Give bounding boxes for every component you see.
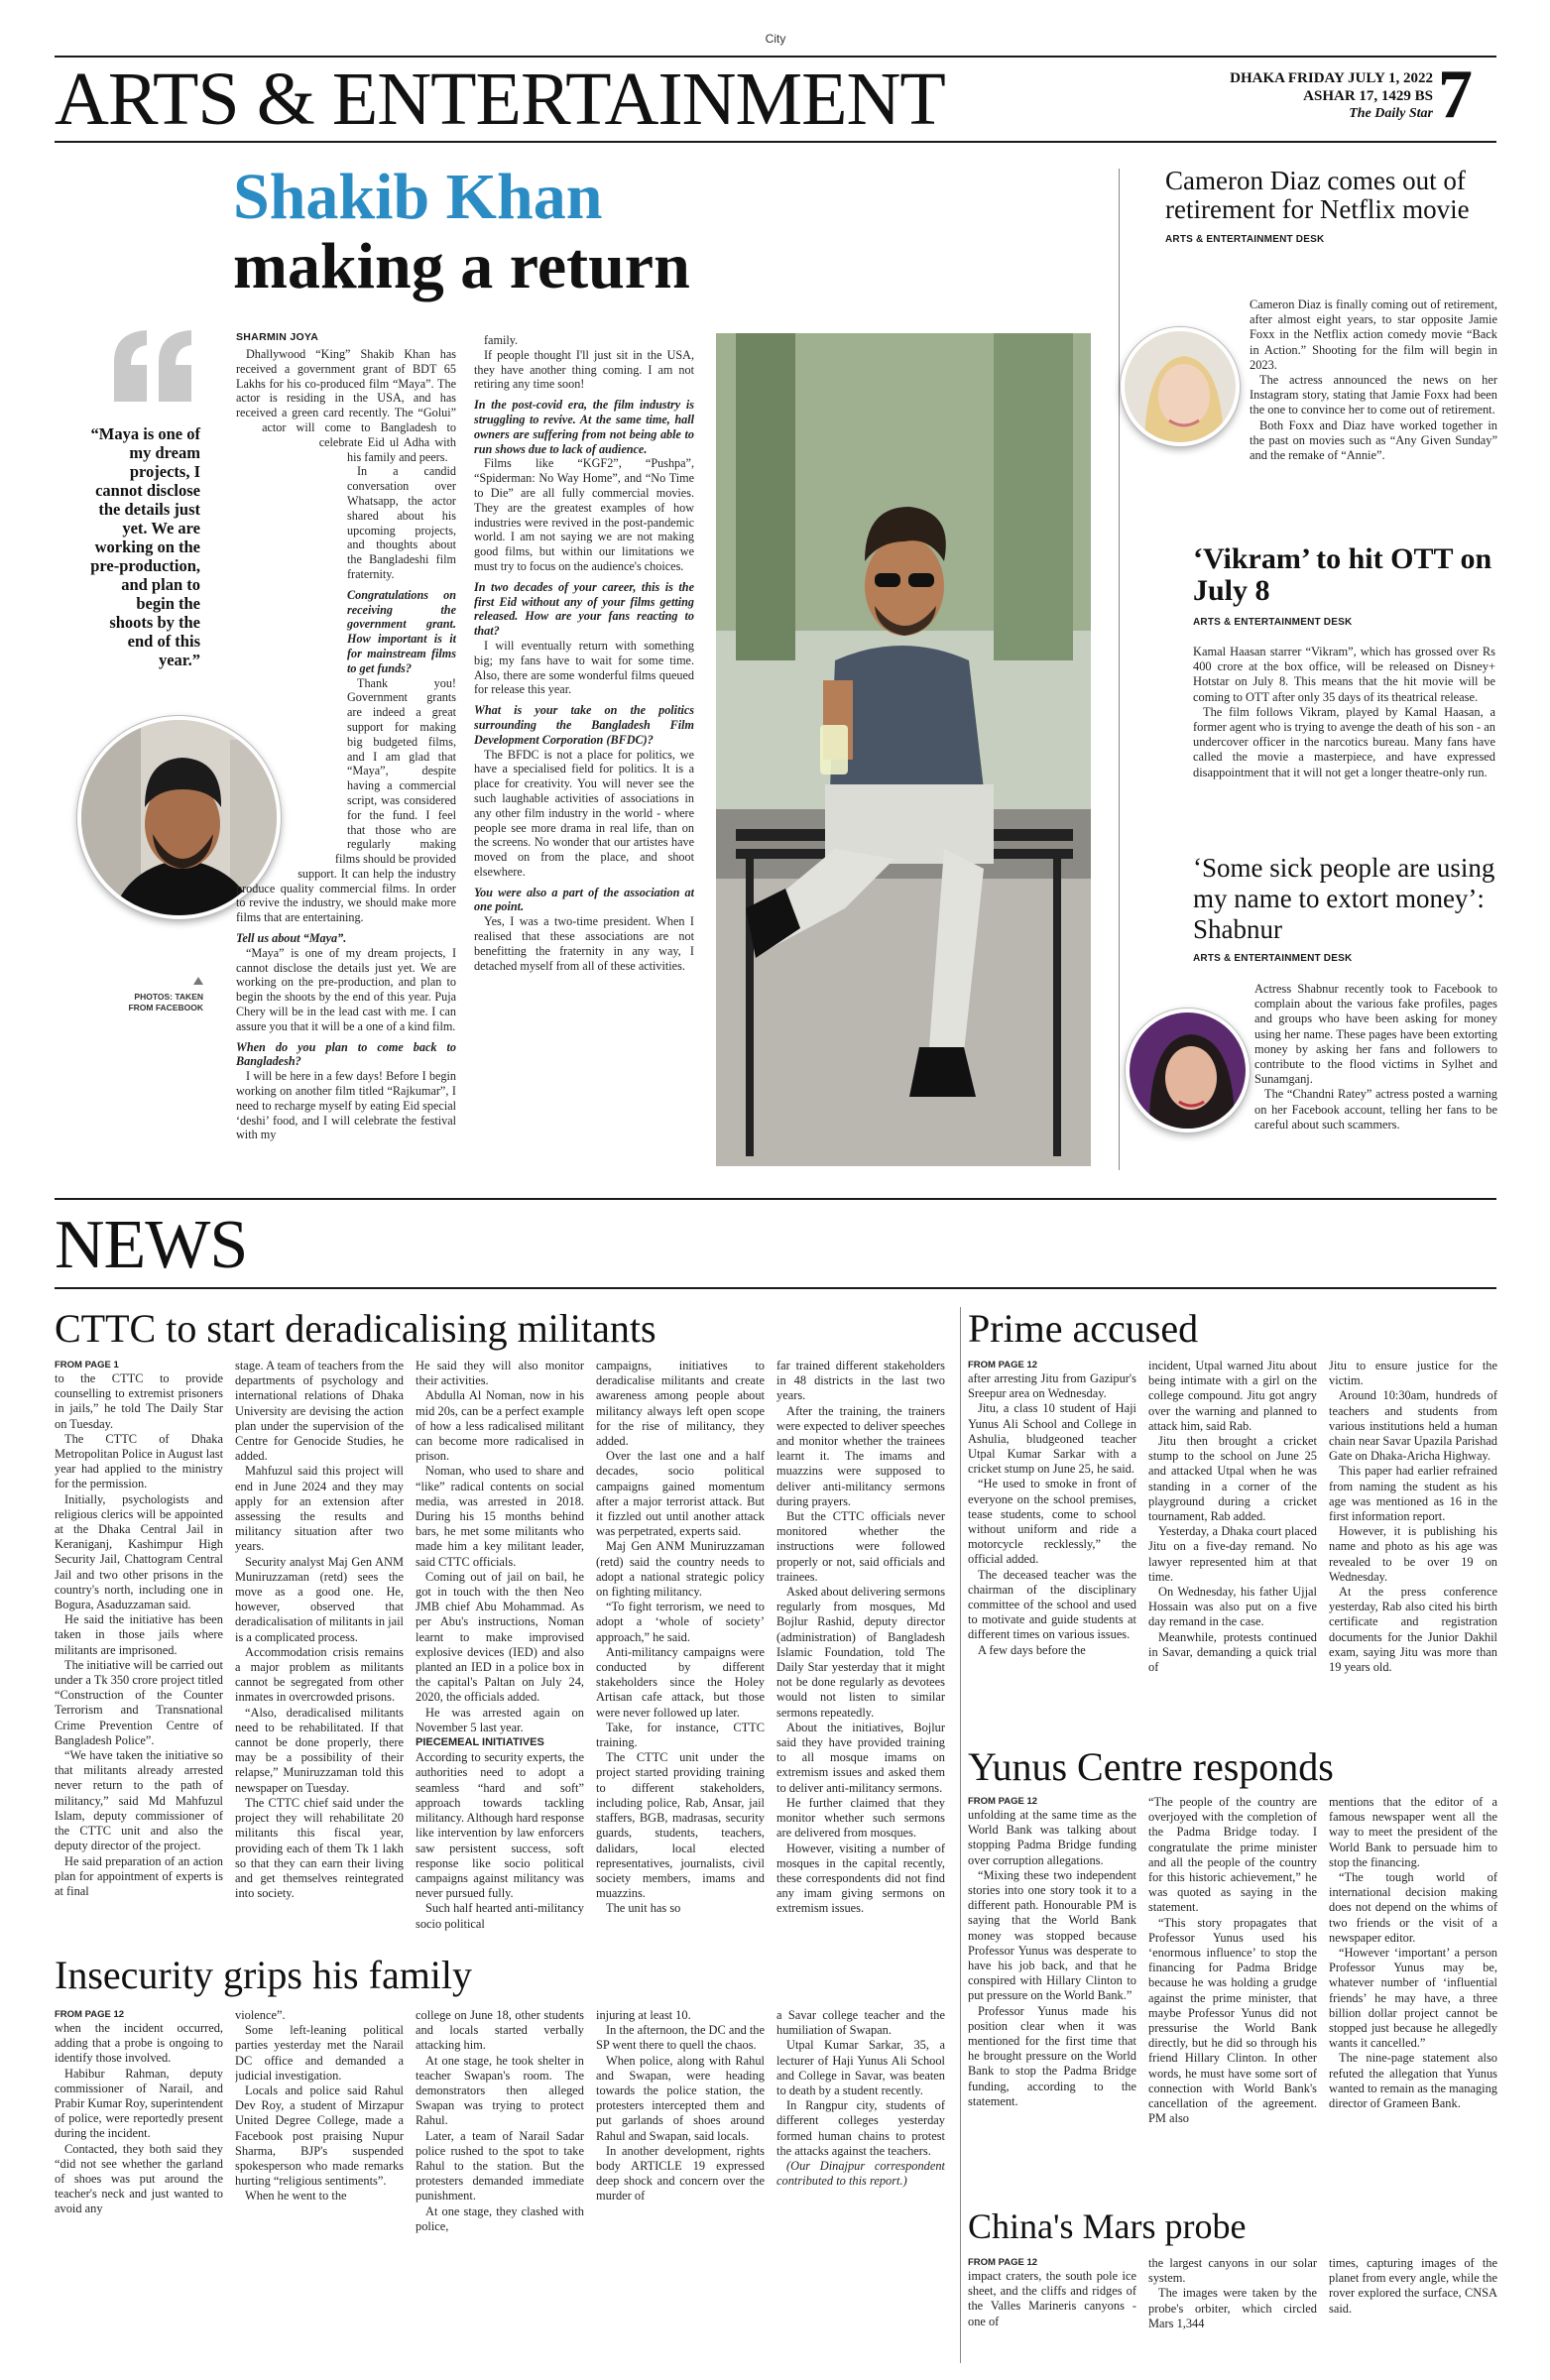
paragraph: Around 10:30am, hundreds of teachers and students from various institutions held a human chain near Savar Upazila Parishad Gate on Dhaka-Aricha Highway. [1329,1388,1497,1464]
paragraph: He said the initiative has been taken in those jails where militants are imprisoned. [55,1612,223,1657]
insecurity-headline: Insecurity grips his family [55,1953,473,1997]
paragraph: Such half hearted anti-militancy socio political [416,1901,584,1931]
mars-column-3 [1329,2256,1497,2365]
insecurity-column-4 [596,2008,765,2365]
story3-headline: ‘Some sick people are using my name to extort money’: Shabnur [1193,853,1495,944]
prime-accused-headline: Prime accused [968,1306,1199,1351]
paragraph: Jitu to ensure justice for the victim. [1329,1359,1497,1388]
paragraph: “Maya” is one of my dream projects, I cannot disclose the details just yet. We are working on the pre-production, and plan to begin the shoots by the end of this year. Puja Chery will be in the lead cast with me. I can assure you that it will be a one of a kind film. [236,945,456,1033]
paragraph: Jitu then brought a cricket stump to the school on June 25 and attacked Utpal when he was standing in a corner of the playground during a cricket tournament, Rab added. [1148,1434,1317,1524]
cttc-column-3 [416,1359,584,1939]
paragraph: to the CTTC to provide counselling to extremist prisoners in jails,” he told The Daily Star on Tuesday. [55,1371,223,1431]
float-spacer [1155,1013,1254,1162]
paragraph: Dhallywood “King” Shakib Khan has received a government grant of BDT 65 Lakhs for his co-produced film “Maya”. The actor is residing in the USA, and has received a green card recently. The “Golui” actor will come to Bangladesh to celebrate Eid ul Adha with his family and peers. [236,347,456,464]
yunus-column-1 [968,1795,1136,2192]
lead-article-column-2 [474,333,694,1188]
cttc-column-2 [235,1359,404,1939]
paragraph: When police, along with Rahul and Swapan, were heading towards the police station, the protesters intercepted them and put garlands of shoes around Rahul and Swapan, said locals. [596,2053,765,2143]
paragraph: Security analyst Maj Gen ANM Muniruzzaman (retd) sees the move as a good one. He, however, observed that deradicalisation of militants in jail is a complicated process. [235,1554,404,1644]
paragraph: He said preparation of an action plan for appointment of experts is at final [55,1853,223,1898]
lead-byline: SHARMIN JOYA [236,331,319,343]
paragraph: family. [484,333,519,347]
paragraph: After the training, the trainers were expected to deliver speeches and monitor whether the trainees learnt it. The imams and muazzins were supposed to deliver anti-militancy sermons during prayers. [776,1403,945,1508]
story3-body [1155,982,1497,1170]
lead-article-column-1 [236,347,456,1188]
paragraph: When he went to the [245,2189,347,2203]
continued-from-label: FROM PAGE 12 [968,1360,1038,1370]
paragraph: Jitu, a class 10 student of Haji Yunus Ali School and College in Ashulia, bludgeoned teacher Utpal Kumar Sarkar with a cricket stump on June 25, he said. [968,1401,1136,1477]
photo-credit: PHOTOS: TAKEN FROM FACEBOOK [128,992,203,1012]
paragraph: impact craters, the south pole ice sheet, and the cliffs and ridges of the Valles Marineris canyons - one of [968,2269,1136,2328]
paragraph: Abdulla Al Noman, now in his mid 20s, can be a perfect example of how a less radicalised militant can become more radicalised in prison. [416,1388,584,1464]
paragraph: Initially, psychologists and religious clerics will be appointed at the Dhaka Central Jail in Keraniganj, Kashimpur High Security Jail, Chattogram Central Jail and two other prisons in the country's north, including one in Bogura, Asaduzzaman said. [55,1491,223,1612]
paragraph: (Our Dinajpur correspondent contributed to this report.) [776,2159,945,2189]
sidebar-story-1 [1165,167,1497,245]
paragraph: “To fight terrorism, we need to adopt a ‘whole of society’ approach,” he said. [596,1600,765,1644]
paragraph: Later, a team of Narail Sadar police rushed to the spot to take Rahul to the station. But the protesters demanded immediate punishment. [416,2128,584,2203]
paragraph: Maj Gen ANM Muniruzzaman (retd) said the country needs to adopt a national strategic policy on fighting militancy. [596,1539,765,1600]
continued-from-label: FROM PAGE 12 [55,2009,125,2020]
paragraph: In a candid conversation over Whatsapp, the actor shared about his upcoming projects, and thoughts about the Bangladeshi film fraternity. [347,464,456,581]
paragraph: About the initiatives, Bojlur said they have provided training to all mosque imams on extremism issues and asked them to deliver anti-militancy sermons. [776,1720,945,1795]
paragraph: “He used to smoke in front of everyone on the school premises, tease students, come to school without uniform and ride a motorcycle recklessly,” the official added. [968,1477,1136,1567]
shakib-main-photo [716,333,1091,1166]
cttc-headline: CTTC to start deradicalising militants [55,1306,656,1351]
paragraph: The images were taken by the probe's orbiter, which circled Mars 1,344 [1148,2286,1317,2330]
masthead-logo: The Daily Star [1349,106,1433,121]
paragraph: On Wednesday, his father Ujjal Hossain was also put on a five day remand in the case. [1148,1585,1317,1629]
photo-credit-arrow-icon [193,977,203,985]
paragraph: Mahfuzul said this project will end in June 2024 and they may apply for an extension after assessing the results and militancy situation after two years. [235,1464,404,1554]
paragraph: Take, for instance, CTTC training. [596,1720,765,1750]
paragraph: If people thought I'll just sit in the USA, they have another thing coming. I am not retiring any time soon! [474,347,694,392]
paragraph: The nine-page statement also refuted the allegation that Yunus wanted to remain as the managing director of Grameen Bank. [1329,2051,1497,2111]
subhead: PIECEMEAL INITIATIVES [416,1736,544,1749]
paragraph: Asked about delivering sermons regularly from mosques, Md Bojlur Rashid, deputy director (administration) of Bangladesh Islamic Foundation, told The Daily Star yesterday that it might not be done regularly as devotees would not listen to similar sermons repeatedly. [776,1585,945,1720]
sidebar-story-2 [1193,543,1495,628]
sidebar-divider [1119,169,1120,1170]
story2-body [1193,645,1495,823]
paragraph: Kamal Haasan starrer “Vikram”, which has grossed over Rs 400 crore at the box office, will be released on Disney+ Hotstar on July 8. This means that the hit movie will be coming to OTT after only 35 days of its theatrical release. [1193,645,1495,704]
paragraph: Contacted, they both said they “did not see whether the garland of shoes was put around the teacher's neck and just wanted to avoid any [55,2141,223,2216]
lead-headline-line2: making a return [233,230,690,302]
paragraph: At one stage, they clashed with police, [416,2203,584,2233]
paragraph: “Also, deradicalised militants need to be rehabilitated. If that cannot be done properly, there may be a possibility of their relapse,” Muniruzzaman told this newspaper on Tuesday. [235,1705,404,1795]
paragraph: However, visiting a number of mosques in the capital recently, these correspondents did not find any imam giving sermons on extremism issues. [776,1841,945,1916]
paragraph: However, it is publishing his name and photo as his age was revealed to be over 19 on Wednesday. [1329,1524,1497,1584]
paragraph: In Rangpur city, students of different colleges yesterday formed human chains to protest the attacks against the teachers. [776,2098,945,2158]
paragraph: campaigns, initiatives to deradicalise militants and create awareness among people about militancy always left open scope for the rise of militancy, they added. [596,1359,765,1449]
insecurity-column-5 [776,2008,945,2365]
news-top-rule [55,1198,1496,1200]
paragraph: He was arrested again on November 5 last year. [416,1705,584,1734]
lead-headline-line1: Shakib Khan [233,161,603,233]
paragraph: “Mixing these two independent stories into one story took it to a different path. Honourable PM is saying that the World Bank money was stopped because Professor Yunus was desperate to have his job back, and that he conspired with Hillary Clinton to put pressure on the World Bank.” [968,1867,1136,2003]
paragraph: “The people of the country are overjoyed with the completion of the Padma Bridge today. I congratulate the prime minister and all the people of the country for this historic achievement,” he was quoted as saying in the statement. [1148,1795,1317,1915]
paragraph: Utpal Kumar Sarkar, 35, a lecturer of Haji Yunus Ali School and College in Savar, was beaten to death by a student recently. [776,2038,945,2098]
pull-quote: “Maya is one of my dream projects, I cannot disclose the details just yet. We are working on the pre-production, and plan to begin the shoots by the end of this year.” [90,424,200,669]
interview-question: In the post-covid era, the film industry is struggling to revive. At the same time, hall owners are suffering from not being able to run shows due to lack of audience. [474,398,694,456]
continued-from-label: FROM PAGE 1 [55,1360,119,1370]
story1-desk: ARTS & ENTERTAINMENT DESK [1165,234,1325,245]
prime-column-2 [1148,1359,1317,1735]
paragraph: mentions that the editor of a famous newspaper went all the way to meet the president of the World Bank to persuade him to stop the financing. [1329,1795,1497,1869]
prime-column-3 [1329,1359,1497,1735]
paragraph: Meanwhile, protests continued in Savar, demanding a quick trial of [1148,1629,1317,1675]
interview-question: Tell us about “Maya”. [236,931,347,946]
paragraph: I will be here in a few days! Before I begin working on another film titled “Rajkumar”, I need to recharge myself by eating Eid special ‘deshi’ food, and I will celebrate the festival with my [236,1069,456,1142]
interview-question: Congratulations on receiving the government grant. How important is it for mainstream films to get funds? [347,587,456,675]
paragraph: Yes, I was a two-time president. When I realised that these associations are not benefitting the fraternity in any way, I detached myself from all of these activities. [474,914,694,973]
paragraph: The “Chandni Ratey” actress posted a warning on her Facebook account, telling her fans to be careful about such scammers. [1254,1087,1497,1131]
interview-question: What is your take on the politics surrounding the Bangladesh Film Development Corporation (BFDC)? [474,703,694,747]
sidebar-story-3 [1193,853,1500,964]
paragraph: Some left-leaning political parties yesterday met the Narail DC office and demanded a judicial investigation. [235,2023,404,2082]
paragraph: after arresting Jitu from Gazipur's Sreepur area on Wednesday. [968,1371,1136,1401]
paragraph: The deceased teacher was the chairman of the disciplinary committee of the school and used to motivate and guide students at different times on various issues. [968,1567,1136,1642]
paragraph: The actress announced the news on her Instagram story, stating that Jamie Foxx had been the one to convince her to come out of retirement. [1250,373,1497,417]
paragraph: Accommodation crisis remains a major problem as militants cannot be segregated from other inmates in overcrowded prisons. [235,1644,404,1705]
dateline-date: DHAKA FRIDAY JULY 1, 2022 [1230,70,1433,86]
paragraph: a Savar college teacher and the humiliation of Swapan. [776,2008,945,2038]
yunus-column-3 [1329,1795,1497,2192]
story2-desk: ARTS & ENTERTAINMENT DESK [1193,617,1353,628]
lead-headline [233,161,788,302]
paragraph: The CTTC chief said under the project they will rehabilitate 20 militants this fiscal year, providing each of them Tk 1 lakh so that they can earn their living and get themselves reintegrated into society. [235,1795,404,1901]
paragraph: He said they will also monitor their activities. [416,1359,584,1388]
paragraph: injuring at least 10. [596,2008,691,2022]
paragraph: The CTTC of Dhaka Metropolitan Police in August last year had applied to the ministry for the permission. [55,1431,223,1491]
mars-column-2 [1148,2256,1317,2365]
interview-question: In two decades of your career, this is the first Eid without any of your films getting released. How are your fans reacting to that? [474,579,694,639]
news-title-rule [55,1287,1496,1289]
cttc-column-5 [776,1359,945,1939]
paragraph: Yesterday, a Dhaka court placed Jitu on a five-day remand. No lawyer represented him at that time. [1148,1524,1317,1584]
prime-column-1 [968,1359,1136,1735]
header-bottom-rule [55,141,1496,143]
paragraph: The CTTC unit under the project started providing training to different stakeholders, including police, Rab, Ansar, jail staffers, BGB, madrasas, security guards, students, teachers, dalidars, local elected representatives, journalists, civil society members, imams and muazzins. [596,1750,765,1901]
paragraph: I will eventually return with something big; my fans have to wait for some time. Also, there are some wonderful films queued for release this year. [474,638,694,697]
paragraph: He further claimed that they monitor whether such sermons are delivered from mosques. [776,1795,945,1841]
insecurity-column-2 [235,2008,404,2365]
paragraph: “This story propagates that Professor Yunus used his ‘enormous influence’ to stop the financing for Padma Bridge because he was holding a grudge against the prime minister, that maybe Professor Yunus did not pressurise the World Bank directly, but he did so through his friend Hillary Clinton. In other words, he must have some sort of connection with World Bank's cancellation of the agreement. PM also [1148,1915,1317,2126]
paragraph: Actress Shabnur recently took to Facebook to complain about the various fake profiles, pages and groups who have been asking for money using her name. These pages have been extorting money by asking her fans and followers to contribute to the flood victims in Sylhet and Sunamganj. [1254,982,1497,1087]
insecurity-column-1 [55,2008,223,2365]
paragraph: college on June 18, other students and locals started verbally attacking him. [416,2008,584,2053]
paragraph: In another development, rights body ARTICLE 19 expressed deep shock and concern over the murder of [596,2143,765,2203]
paragraph: far trained different stakeholders in 48 districts in the last two years. [776,1359,945,1403]
paragraph: unfolding at the same time as the World Bank was talking about stopping Padma Bridge funding over corruption allegations. [968,1808,1136,1867]
section-label: City [765,32,786,46]
dateline [1220,69,1433,123]
story1-headline: Cameron Diaz comes out of retirement for Netflix movie [1165,166,1470,224]
insecurity-column-3 [416,2008,584,2365]
paragraph: when the incident occurred, adding that a probe is ongoing to identify those involved. [55,2021,223,2066]
paragraph: incident, Utpal warned Jitu about being intimate with a girl on the college compound. Jitu got angry over the warning and planned to attack him, said Rab. [1148,1359,1317,1433]
cttc-column-1 [55,1359,223,1939]
paragraph: In the afternoon, the DC and the SP went there to quell the chaos. [596,2023,765,2053]
interview-question: When do you plan to come back to Bangladesh? [236,1039,456,1069]
paragraph: At the press conference yesterday, Rab also cited his birth certificate and registration documents for the Junior Dakhil exam, saying Jitu was more than 19 years old. [1329,1585,1497,1675]
paragraph: Noman, who used to share and “like” radical contents on social media, was arrested in 2018. During his 15 months behind bars, he met some militants who made him a key militant leader, said CTTC officials. [416,1464,584,1569]
paragraph: The BFDC is not a place for politics, we have a specialised field for politics. It is a place for creativity. You will never see the such laughable activities of associations in any other film industry in the world - where people see more drama in real life, than on the screens. No wonder that our artistes have moved on from the place, and shoot elsewhere. [474,747,694,879]
dateline-bangla-date: ASHAR 17, 1429 BS [1303,88,1433,104]
paragraph: According to security experts, the authorities need to adopt a seamless “hard and soft” approach towards tackling militancy. Although hard response like intervention by law enforcers saw persistent success, soft response like socio political campaigns against militancy was never pursued fully. [416,1750,584,1901]
continued-from-label: FROM PAGE 12 [968,2257,1038,2268]
paragraph: The unit has so [606,1901,681,1916]
continued-from-label: FROM PAGE 12 [968,1796,1038,1807]
paragraph: A few days before the [978,1642,1086,1657]
paragraph: “We have taken the initiative so that militants already arrested never return to the path of militancy,” said Md Mahfuzul Islam, deputy commissioner of the CTTC unit and also the deputy director of the project. [55,1748,223,1853]
yunus-headline: Yunus Centre responds [968,1744,1334,1789]
paragraph: At one stage, he took shelter in teacher Swapan's room. The demonstrators then alleged Swapan was trying to protect Rahul. [416,2053,584,2128]
section-title: ARTS & ENTERTAINMENT [55,58,945,141]
paragraph: Cameron Diaz is finally coming out of retirement, after almost eight years, to star opposite Jamie Foxx in the Netflix action comedy movie “Back in Action.” Shooting for the film will begin in 2023. [1250,298,1497,372]
story1-body [1170,298,1497,516]
paragraph: violence”. [235,2008,286,2022]
float-spacer [1170,317,1250,466]
paragraph: But the CTTC officials never monitored whether the instructions were followed properly or not, said officials and trainees. [776,1509,945,1584]
paragraph: Coming out of jail on bail, he got in touch with the then Neo JMB chief Abu Mohammad. As per Abu's instructions, Noman learnt to make improvised explosive devices (IED) and also planted an IED in a police box in the capital's Paltan on July 24, 2020, the officials added. [416,1569,584,1705]
paragraph: the largest canyons in our solar system. [1148,2256,1317,2286]
paragraph: stage. A team of teachers from the departments of psychology and international relations of Dhaka University are devising the action plan under the supervision of the Centre for Genocide Studies, he added. [235,1359,404,1464]
story2-headline: ‘Vikram’ to hit OTT on July 8 [1193,542,1492,607]
mars-headline: China's Mars probe [968,2206,1247,2246]
paragraph: “The tough world of international decision making does not depend on the whims of two friends or the visit of a newspaper editor. [1329,1870,1497,1945]
paragraph: Anti-militancy campaigns were conducted by different stakeholders since the Holey Artisan cafe attack, but those were never followed up later. [596,1644,765,1720]
yunus-column-2 [1148,1795,1317,2192]
news-divider [960,1307,961,2363]
paragraph: Thank you! Government grants are indeed a great support for making big budgeted films, and I am glad that “Maya”, despite having a commercial script, was considered for the fund. I feel that those who are regularly making films should be provided support. It can help the industry produce quality commercial films. In order to revive the industry, we should make more films that are entertaining. [236,675,456,925]
paragraph: The film follows Vikram, played by Kamal Haasan, a former agent who is trying to avenge the death of his son - an undercover officer in the narcotics bureau. Many fans have called the movie a masterpiece, and have expressed disappointment that it will not get a longer theatre-only run. [1193,704,1495,779]
cttc-column-4 [596,1359,765,1939]
interview-question: You were also a part of the association at one point. [474,885,694,914]
paragraph: Films like “KGF2”, “Pushpa”, “Spiderman: No Way Home”, and “No Time to Die” are all fully commercial movies. They are the greatest examples of how industries were revived in the post-pandemic world. I am not saying we are not making good films, but within our limitations we must try to focus on the audience's choices. [474,456,694,573]
paragraph: This paper had earlier refrained from naming the student as his age was mentioned as 16 in the first information report. [1329,1464,1497,1524]
mars-column-1 [968,2256,1136,2365]
quote-mark-icon [109,327,198,407]
paragraph: times, capturing images of the planet from every angle, while the rover explored the surface, CNSA said. [1329,2256,1497,2316]
news-section-title: NEWS [55,1207,248,1283]
paragraph: The initiative will be carried out under a Tk 350 crore project titled “Construction of the Counter Terrorism and Transnational Crime Prevention Centre of Bangladesh Police”. [55,1657,223,1747]
page-number: 7 [1438,57,1473,133]
paragraph: “However ‘important’ a person Professor Yunus may be, whatever number of ‘influential friends’ he may have, a three billion dollar project cannot be stopped just because he allegedly wants it cancelled.” [1329,1946,1497,2051]
paragraph: Over the last one and a half decades, socio political campaigns gained momentum after a major terrorist attack. But it fizzled out until another attack was perpetrated, experts said. [596,1449,765,1539]
paragraph: Both Foxx and Diaz have worked together in the past on movies such as “Any Given Sunday” and the remake of “Annie”. [1250,417,1497,463]
paragraph: Habibur Rahman, deputy commissioner of Narail, and Prabir Kumar Roy, superintendent of police, were reportedly present during the incident. [55,2066,223,2141]
paragraph: Locals and police said Rahul Dev Roy, a student of Mirzapur United Degree College, made a Facebook post praising Nupur Sharma, BJP's suspended spokesperson who made remarks hurting “religious sentiments”. [235,2083,404,2189]
paragraph: Professor Yunus made his position clear when it was mentioned for the first time that he brought pressure on the World Bank to stop the Padma Bridge funding, according to the statement. [968,2003,1136,2108]
story3-desk: ARTS & ENTERTAINMENT DESK [1193,953,1353,964]
